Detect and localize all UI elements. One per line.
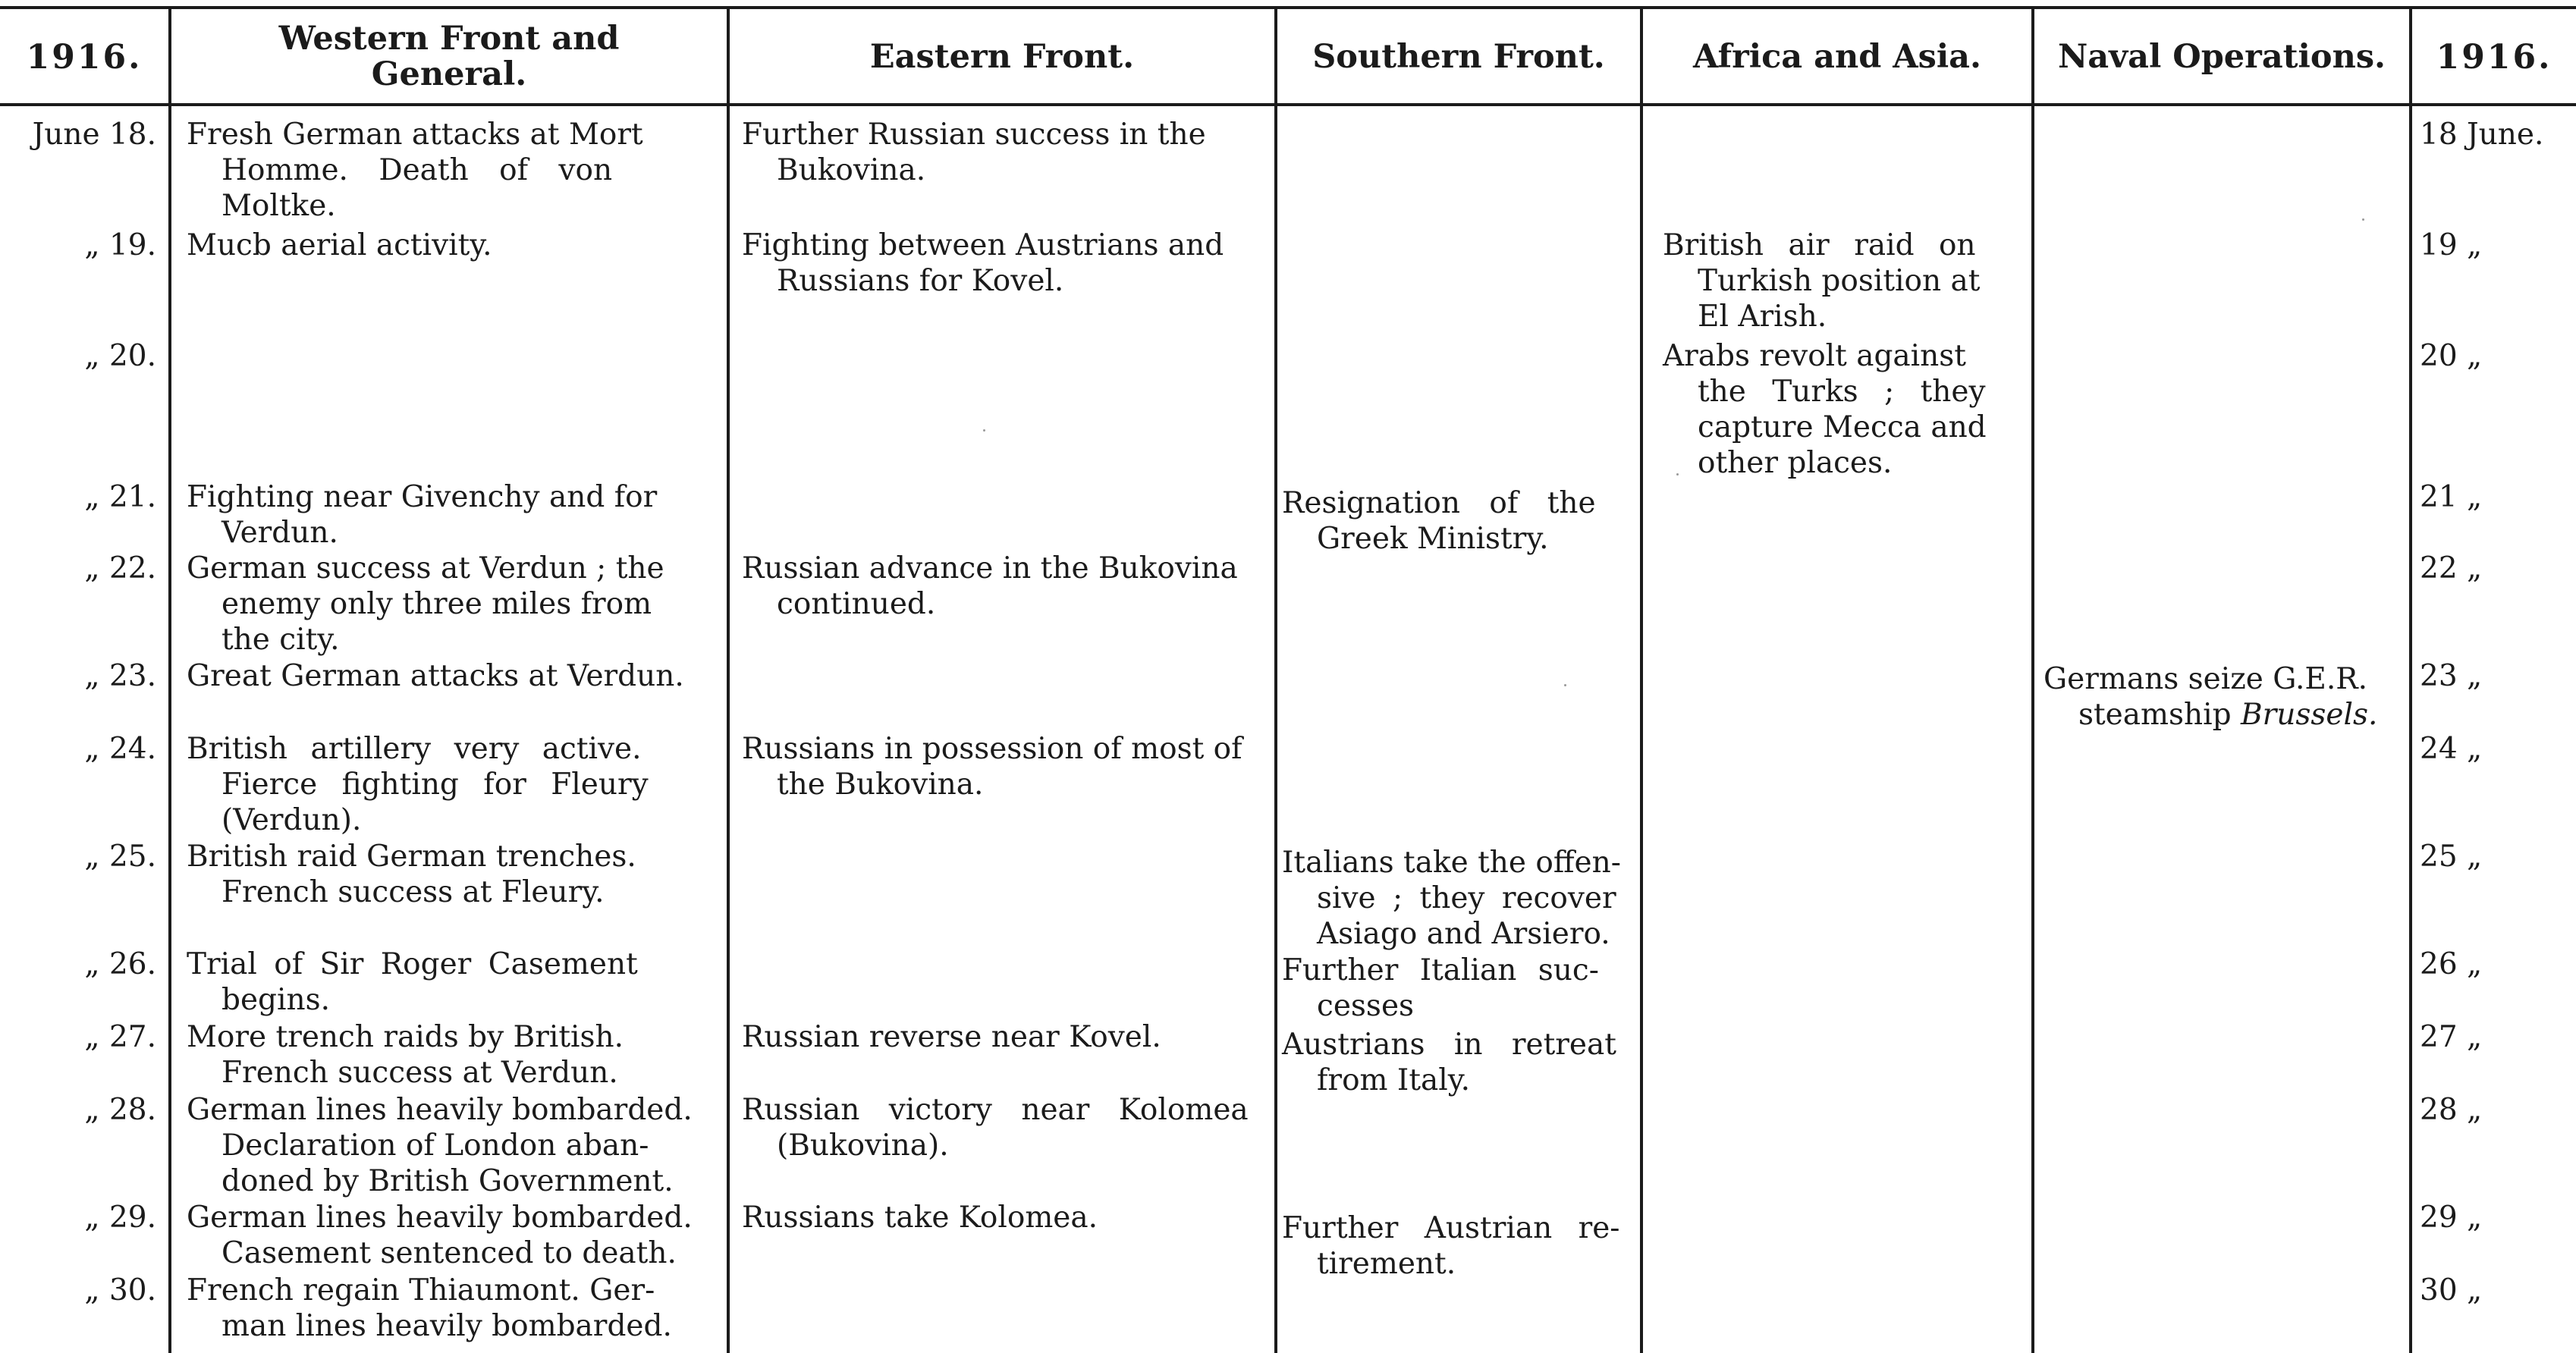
western-entry — [187, 551, 713, 658]
southern-line: Austrians in retreat — [1282, 1028, 1616, 1062]
date-left: „ 28. — [84, 1093, 156, 1127]
western-line: man lines heavily bombarded. — [221, 1309, 672, 1343]
africa-line: the Turks ; they — [1698, 375, 1986, 409]
western-line: More trench raids by British. — [187, 1020, 624, 1054]
eastern-line: Russian reverse near Kovel. — [742, 1020, 1161, 1054]
naval-line — [2044, 697, 2408, 733]
africa-line: Turkish position at — [1698, 264, 1981, 298]
header-rule — [0, 103, 2576, 106]
western-line: French success at Fleury. — [221, 875, 605, 909]
africa-line: British air raid on — [1663, 228, 1976, 262]
naval-text: steamship — [2078, 698, 2241, 732]
africa-entry — [1663, 228, 2022, 334]
southern-line: from Italy. — [1317, 1063, 1470, 1097]
date-right: 29 „ — [2420, 1201, 2483, 1235]
date-right: 22 „ — [2420, 551, 2483, 585]
date-left: June 18. — [32, 118, 156, 152]
top-rule — [0, 6, 2576, 9]
southern-line: Further Italian suc- — [1282, 953, 1599, 987]
africa-line: Arabs revolt against — [1663, 339, 1966, 373]
western-line: the city. — [221, 623, 340, 657]
date-right: 24 „ — [2420, 732, 2483, 766]
date-left: „ 23. — [84, 659, 156, 693]
western-line: Casement sentenced to death. — [221, 1236, 677, 1270]
western-line: Declaration of London aban- — [221, 1129, 649, 1163]
western-entry — [187, 1200, 713, 1271]
date-left: „ 25. — [84, 840, 156, 874]
eastern-line: Russian victory near Kolomea — [742, 1093, 1249, 1127]
western-line: doned by British Government. — [221, 1164, 674, 1198]
western-entry — [187, 479, 713, 551]
southern-entry — [1282, 953, 1635, 1024]
eastern-line: Russians for Kovel. — [777, 264, 1064, 298]
southern-line: tirement. — [1317, 1247, 1456, 1281]
header-eastern — [730, 12, 1274, 102]
header-eastern-text: Eastern Front. — [869, 37, 1135, 76]
date-right: 19 „ — [2420, 228, 2483, 262]
eastern-line: (Bukovina). — [777, 1129, 949, 1163]
header-year-left-text: 1916. — [26, 37, 143, 77]
date-right: 26 „ — [2420, 947, 2483, 981]
western-line: Fresh German attacks at Mort — [187, 118, 643, 152]
western-line: Homme. Death of von — [221, 153, 613, 187]
western-line: French success at Verdun. — [221, 1056, 618, 1090]
header-africa — [1643, 12, 2031, 102]
western-entry — [187, 946, 713, 1018]
column-rule-5 — [2031, 6, 2034, 1353]
header-year-right — [2412, 12, 2576, 102]
western-line: begins. — [221, 983, 331, 1017]
western-entry — [187, 731, 713, 838]
western-line: British artillery very active. — [187, 732, 642, 766]
eastern-line: Fighting between Austrians and — [742, 228, 1224, 262]
column-rule-3 — [1274, 6, 1277, 1353]
header-naval — [2034, 12, 2409, 102]
naval-line: Germans seize G.E.R. — [2044, 662, 2368, 696]
naval-ship-name: Brussels. — [2240, 698, 2378, 732]
eastern-line: Further Russian success in the — [742, 118, 1206, 152]
date-right: 25 „ — [2420, 840, 2483, 874]
date-left: „ 30. — [84, 1273, 156, 1307]
western-line: Fighting near Givenchy and for — [187, 480, 658, 514]
column-rule-1 — [168, 6, 171, 1353]
date-right: 20 „ — [2420, 339, 2483, 373]
header-year-left — [0, 12, 168, 102]
southern-entry — [1282, 485, 1635, 557]
western-line: Trial of Sir Roger Casement — [187, 947, 638, 981]
date-right: 27 „ — [2420, 1020, 2483, 1054]
naval-entry — [2044, 661, 2408, 733]
western-line: Verdun. — [221, 516, 338, 550]
eastern-entry — [742, 228, 1265, 299]
southern-line: Resignation of the — [1282, 486, 1596, 520]
western-line: German lines heavily bombarded. — [187, 1201, 693, 1235]
western-line: German lines heavily bombarded. — [187, 1093, 693, 1127]
header-western-line-2: General. — [371, 55, 527, 93]
column-rule-4 — [1640, 6, 1643, 1353]
western-entry — [187, 1019, 713, 1091]
southern-line: Asiago and Arsiero. — [1317, 917, 1610, 951]
western-line: German success at Verdun ; the — [187, 551, 664, 585]
eastern-line: the Bukovina. — [777, 768, 984, 802]
western-entry — [187, 117, 713, 224]
eastern-line: Russians take Kolomea. — [742, 1201, 1098, 1235]
eastern-line: Bukovina. — [777, 153, 926, 187]
header-western-line-1: Western Front and — [278, 20, 620, 58]
southern-entry — [1282, 1027, 1635, 1098]
western-line: Mucb aerial activity. — [187, 228, 492, 262]
southern-line: Further Austrian re- — [1282, 1211, 1620, 1245]
eastern-entry — [742, 731, 1265, 802]
header-year-right-text: 1916. — [2436, 37, 2552, 77]
header-southern-text: Southern Front. — [1312, 37, 1605, 76]
eastern-entry — [742, 117, 1265, 188]
western-line: Moltke. — [221, 189, 336, 223]
date-right: 23 „ — [2420, 659, 2483, 693]
paper-speck — [1564, 684, 1566, 686]
western-entry — [187, 1273, 713, 1344]
paper-speck — [983, 429, 985, 432]
header-naval-text: Naval Operations. — [2057, 37, 2386, 76]
eastern-line: continued. — [777, 587, 936, 621]
header-africa-text: Africa and Asia. — [1692, 37, 1981, 76]
date-left: „ 22. — [84, 551, 156, 585]
date-left: „ 29. — [84, 1201, 156, 1235]
date-left: „ 21. — [84, 480, 156, 514]
eastern-line: Russian advance in the Bukovina — [742, 551, 1238, 585]
date-left: „ 24. — [84, 732, 156, 766]
paper-speck — [2362, 218, 2364, 221]
western-line: Great German attacks at Verdun. — [187, 659, 684, 693]
africa-line: other places. — [1698, 446, 1893, 480]
africa-line: capture Mecca and — [1698, 410, 1987, 444]
column-rule-2 — [727, 6, 730, 1353]
header-southern — [1277, 12, 1640, 102]
header-western — [171, 12, 727, 102]
southern-line: Italians take the offen- — [1282, 846, 1621, 880]
date-right: 21 „ — [2420, 480, 2483, 514]
date-right: 28 „ — [2420, 1093, 2483, 1127]
western-entry — [187, 658, 713, 694]
western-line: French regain Thiaumont. Ger- — [187, 1273, 655, 1307]
western-line: British raid German trenches. — [187, 840, 636, 874]
western-line: (Verdun). — [221, 803, 362, 837]
eastern-entry — [742, 551, 1265, 622]
date-right: 18 June. — [2420, 118, 2544, 152]
eastern-entry — [742, 1092, 1265, 1163]
date-right: 30 „ — [2420, 1273, 2483, 1307]
africa-line: El Arish. — [1698, 300, 1827, 334]
date-left: „ 26. — [84, 947, 156, 981]
eastern-entry — [742, 1200, 1265, 1235]
eastern-line: Russians in possession of most of — [742, 732, 1242, 766]
southern-line: cesses — [1317, 989, 1415, 1023]
date-left: „ 19. — [84, 228, 156, 262]
western-entry — [187, 1092, 713, 1199]
western-line: enemy only three miles from — [221, 587, 652, 621]
paper-speck — [1676, 473, 1679, 476]
western-entry — [187, 228, 713, 263]
southern-line: sive ; they recover — [1317, 881, 1616, 915]
western-entry — [187, 839, 713, 910]
date-left: „ 20. — [84, 339, 156, 373]
date-left: „ 27. — [84, 1020, 156, 1054]
eastern-entry — [742, 1019, 1265, 1055]
southern-entry — [1282, 845, 1635, 952]
southern-entry — [1282, 1210, 1635, 1282]
western-line: Fierce fighting for Fleury — [221, 768, 649, 802]
africa-entry — [1663, 338, 2022, 481]
column-rule-6 — [2409, 6, 2412, 1353]
southern-line: Greek Ministry. — [1317, 522, 1549, 556]
